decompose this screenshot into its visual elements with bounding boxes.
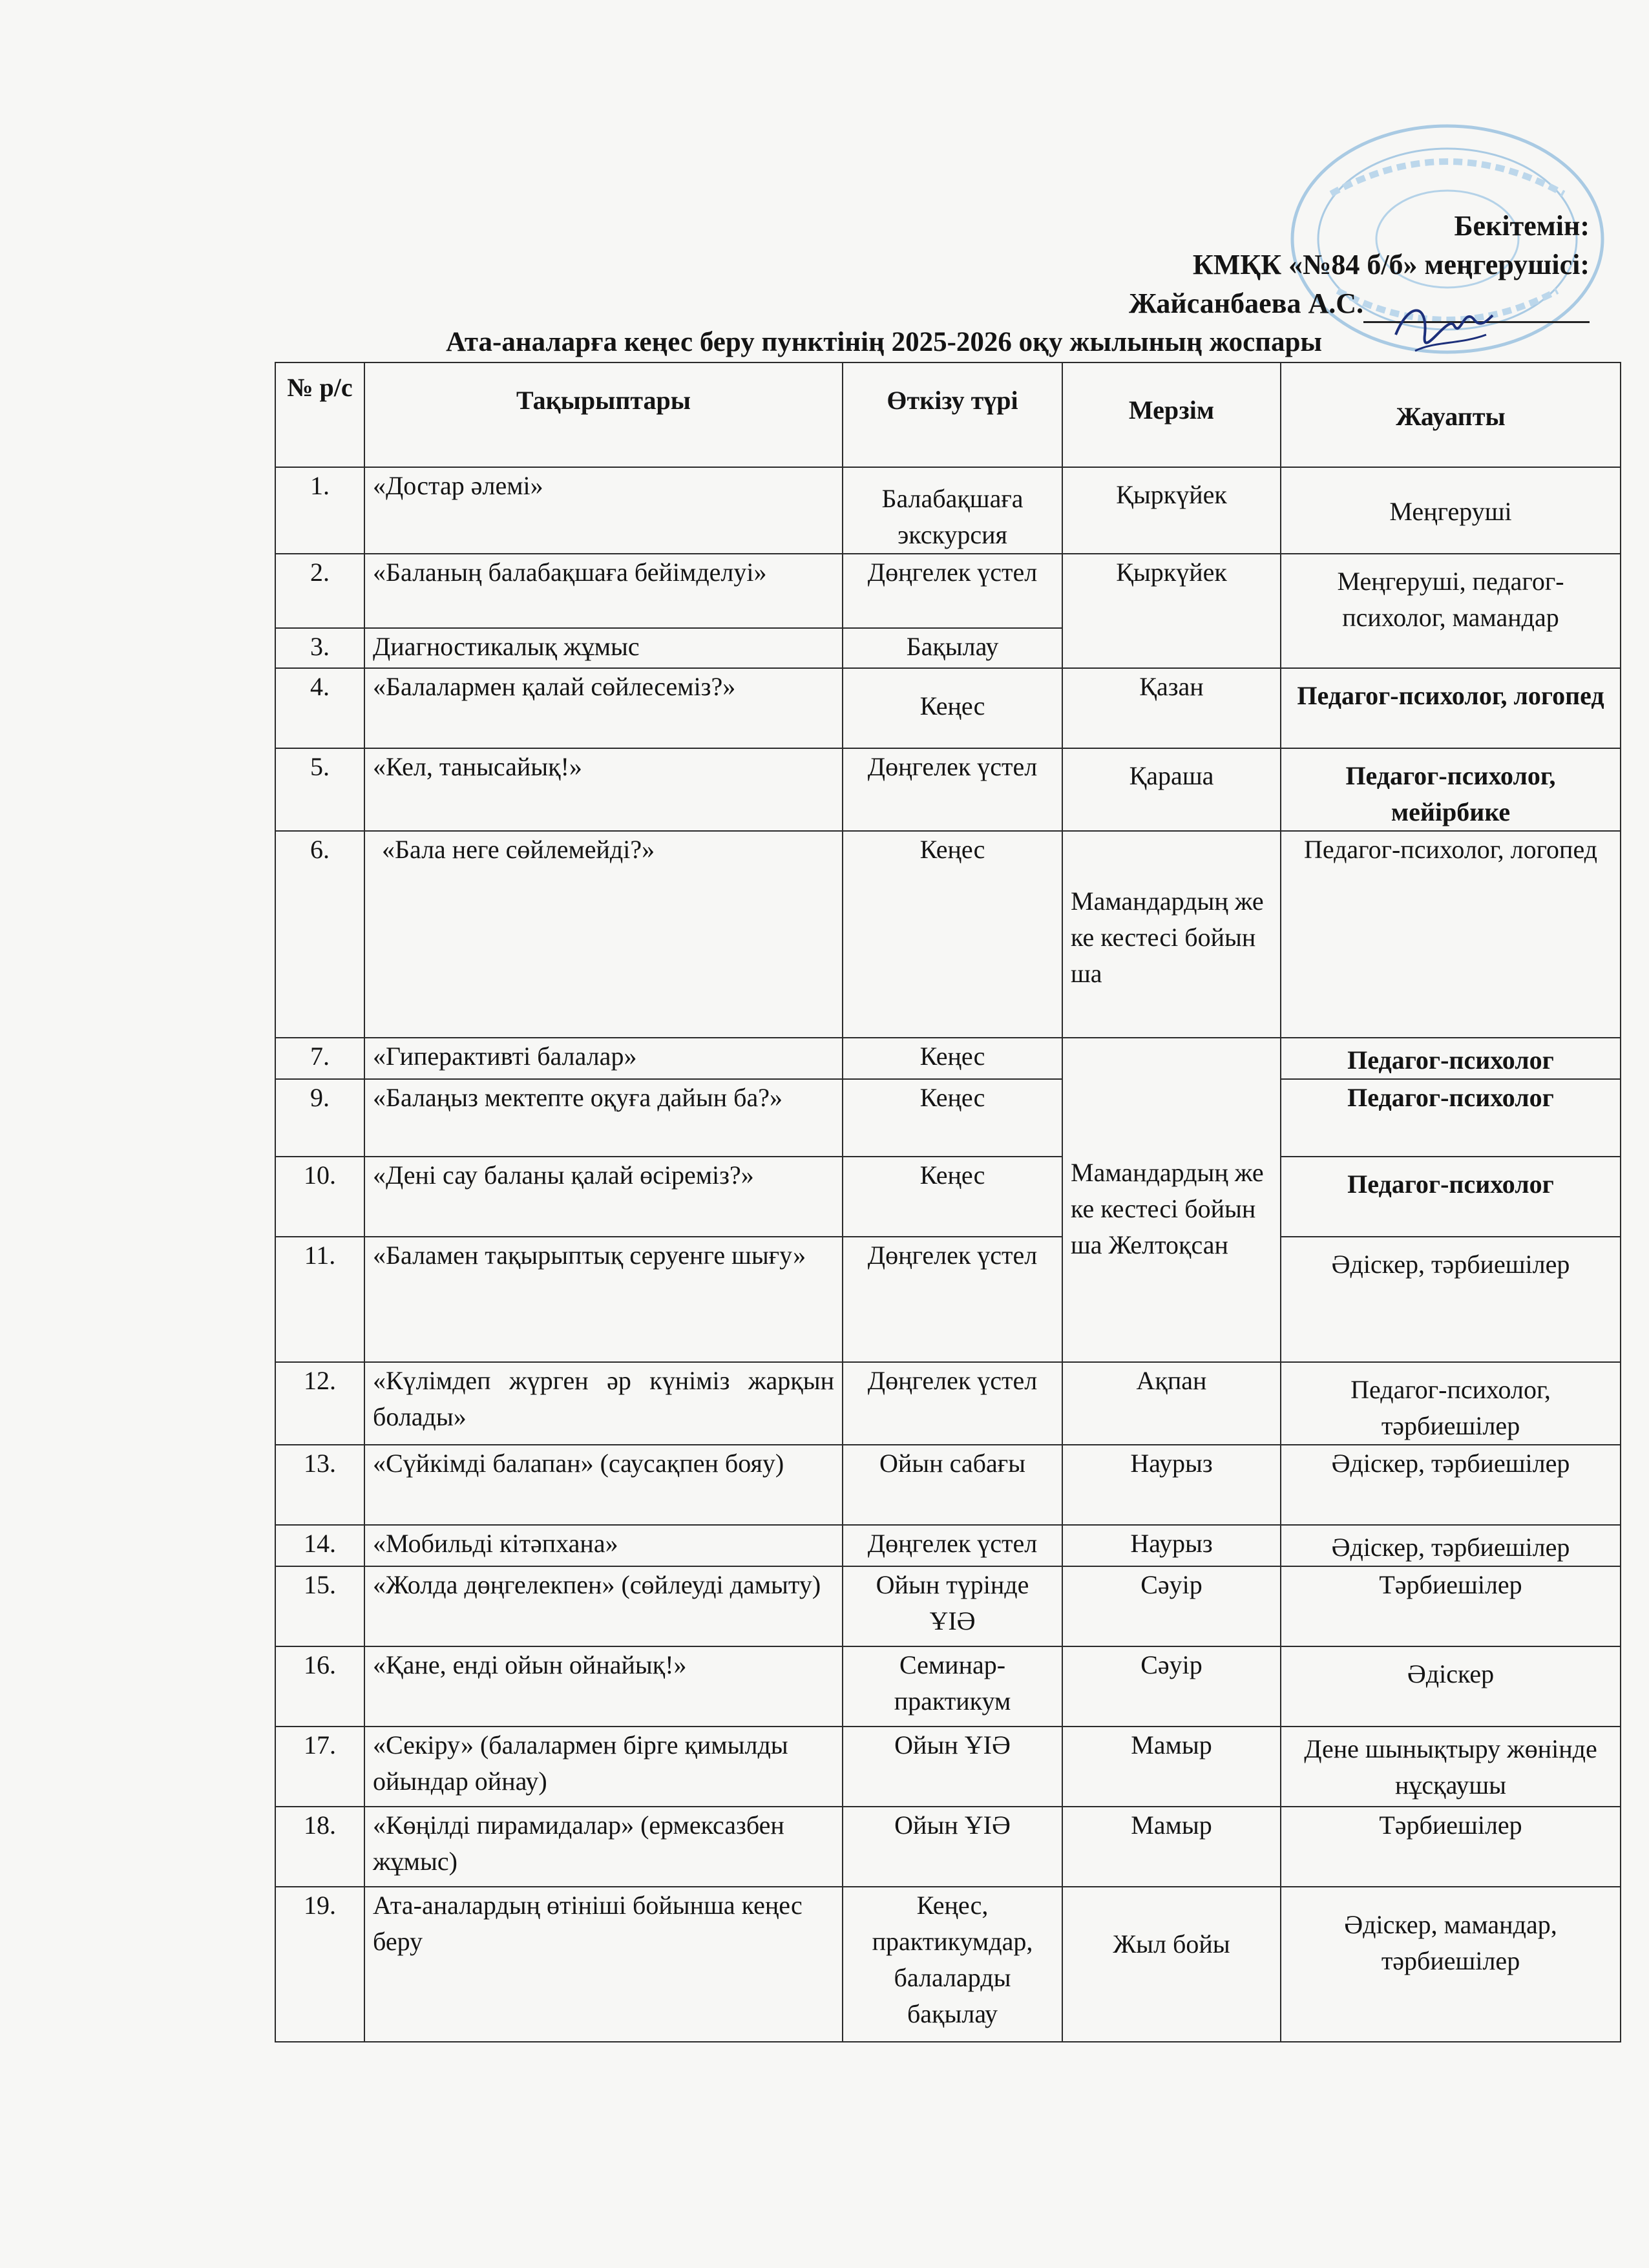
approval-line-2: КМҚК «№84 б/б» меңгерушісі: — [1192, 249, 1590, 280]
row-date: Қазан — [1062, 668, 1281, 748]
row-date: Мамыр — [1062, 1727, 1281, 1807]
row-responsible: Меңгеруші, педагог-психолог, мамандар — [1281, 554, 1621, 668]
row-responsible: Педагог-психолог, логопед — [1281, 668, 1621, 748]
row-form: Бақылау — [843, 628, 1062, 668]
table-row — [275, 1646, 1621, 1727]
table-row — [275, 1566, 1621, 1646]
row-responsible: Тәрбиешілер — [1281, 1807, 1621, 1887]
row-number: 6. — [275, 831, 364, 1038]
table-row — [275, 1887, 1621, 2042]
row-responsible: Әдіскер, мамандар, тәрбиешілер — [1281, 1887, 1621, 2042]
row-date: Наурыз — [1062, 1445, 1281, 1525]
table-row — [275, 1362, 1621, 1445]
row-number: 3. — [275, 628, 364, 668]
row-date: Мамандардың жеке кестесі бойынша — [1062, 831, 1281, 1038]
row-responsible: Педагог-психолог — [1281, 1038, 1621, 1079]
row-number: 9. — [275, 1079, 364, 1157]
row-form: Кеңес — [843, 668, 1062, 748]
table-row — [275, 1157, 1621, 1237]
signature — [1389, 289, 1499, 367]
row-responsible: Әдіскер — [1281, 1646, 1621, 1727]
row-form: Семинар-практикум — [843, 1646, 1062, 1727]
row-topic: «Балалармен қалай сөйлесеміз?» — [364, 668, 843, 748]
row-topic: «Баланың балабақшаға бейімделуі» — [364, 554, 843, 628]
row-number: 16. — [275, 1646, 364, 1727]
row-topic: «Балаңыз мектепте оқуға дайын ба?» — [364, 1079, 843, 1157]
row-date: Қараша — [1062, 748, 1281, 831]
row-date: Сәуір — [1062, 1646, 1281, 1727]
row-number: 12. — [275, 1362, 364, 1445]
row-date: Қыркүйек — [1062, 554, 1281, 668]
row-form: Кеңес, практикумдар, балаларды бақылау — [843, 1887, 1062, 2042]
row-form: Дөңгелек үстел — [843, 1237, 1062, 1362]
row-form: Кеңес — [843, 1079, 1062, 1157]
row-topic: «Кел, танысайық!» — [364, 748, 843, 831]
row-responsible: Тәрбиешілер — [1281, 1566, 1621, 1646]
row-number: 14. — [275, 1525, 364, 1566]
row-number: 18. — [275, 1807, 364, 1887]
row-topic: Диагностикалық жұмыс — [364, 628, 843, 668]
row-date: Ақпан — [1062, 1362, 1281, 1445]
row-number: 5. — [275, 748, 364, 831]
row-topic: «Баламен тақырыптық серуенге шығу» — [364, 1237, 843, 1362]
row-form: Ойын түрінде ҰІӘ — [843, 1566, 1062, 1646]
table-row — [275, 554, 1621, 628]
row-responsible: Педагог-психолог, мейірбике — [1281, 748, 1621, 831]
row-responsible: Педагог-психолог — [1281, 1079, 1621, 1157]
table-row — [275, 668, 1621, 748]
row-form: Ойын сабағы — [843, 1445, 1062, 1525]
table-row — [275, 831, 1621, 1038]
header-date: Мерзім — [1062, 362, 1281, 467]
header-responsible: Жауапты — [1281, 362, 1621, 467]
table-row — [275, 748, 1621, 831]
row-responsible: Педагог-психолог, логопед — [1281, 831, 1621, 1038]
table-row — [275, 1525, 1621, 1566]
header-form: Өткізу түрі — [843, 362, 1062, 467]
approval-line-3 — [1129, 284, 1590, 323]
row-responsible: Меңгеруші — [1281, 467, 1621, 554]
row-date: Мамыр — [1062, 1807, 1281, 1887]
row-topic: Ата-аналардың өтініші бойынша кеңес беру — [364, 1887, 843, 2042]
row-number: 15. — [275, 1566, 364, 1646]
row-topic: «Күлімдеп жүрген әр күніміз жарқын болады» — [364, 1362, 843, 1445]
row-form: Дөңгелек үстел — [843, 554, 1062, 628]
row-topic: «Қане, енді ойын ойнайық!» — [364, 1646, 843, 1727]
row-number: 19. — [275, 1887, 364, 2042]
row-number: 7. — [275, 1038, 364, 1079]
table-row — [275, 467, 1621, 554]
row-responsible: Педагог-психолог, тәрбиешілер — [1281, 1362, 1621, 1445]
row-form: Дөңгелек үстел — [843, 1525, 1062, 1566]
row-date: Сәуір — [1062, 1566, 1281, 1646]
row-form: Ойын ҰІӘ — [843, 1807, 1062, 1887]
row-form: Ойын ҰІӘ — [843, 1727, 1062, 1807]
row-form: Кеңес — [843, 831, 1062, 1038]
table-row — [275, 1727, 1621, 1807]
plan-table — [275, 362, 1621, 2042]
row-topic: «Бала неге сөйлемейді?» — [364, 831, 843, 1038]
row-responsible: Әдіскер, тәрбиешілер — [1281, 1445, 1621, 1525]
table-header-row — [275, 362, 1621, 467]
row-number: 4. — [275, 668, 364, 748]
row-topic: «Жолда дөңгелекпен» (сөйлеуді дамыту) — [364, 1566, 843, 1646]
row-number: 17. — [275, 1727, 364, 1807]
table-row — [275, 1445, 1621, 1525]
table-row — [275, 1237, 1621, 1362]
row-topic: «Мобильді кітәпхана» — [364, 1525, 843, 1566]
header-topic: Тақырыптары — [364, 362, 843, 467]
row-topic: «Секіру» (балалармен бірге қимылды ойындар ойнау) — [364, 1727, 843, 1807]
row-topic: «Гиперактивті балалар» — [364, 1038, 843, 1079]
row-topic: «Дені сау баланы қалай өсіреміз?» — [364, 1157, 843, 1237]
row-number: 1. — [275, 467, 364, 554]
row-responsible: Педагог-психолог — [1281, 1157, 1621, 1237]
row-form: Кеңес — [843, 1157, 1062, 1237]
header-number: № р/с — [275, 362, 364, 467]
row-date: Жыл бойы — [1062, 1887, 1281, 2042]
row-date: Мамандардың жеке кестесі бойынша Желтоқсан — [1062, 1038, 1281, 1362]
table-row — [275, 1038, 1621, 1079]
row-form: Дөңгелек үстел — [843, 748, 1062, 831]
approval-line-1: Бекітемін: — [1454, 210, 1590, 242]
row-topic: «Көңілді пирамидалар» (ермексазбен жұмыс) — [364, 1807, 843, 1887]
table-row — [275, 1807, 1621, 1887]
row-number: 13. — [275, 1445, 364, 1525]
row-topic: «Достар әлемі» — [364, 467, 843, 554]
approval-block — [1129, 207, 1590, 323]
approver-name: Жайсанбаева А.С. — [1128, 288, 1363, 319]
row-number: 10. — [275, 1157, 364, 1237]
row-topic: «Сүйкімді балапан» (саусақпен бояу) — [364, 1445, 843, 1525]
row-number: 2. — [275, 554, 364, 628]
row-date: Қыркүйек — [1062, 467, 1281, 554]
row-number: 11. — [275, 1237, 364, 1362]
row-responsible: Дене шынықтыру жөнінде нұсқаушы — [1281, 1727, 1621, 1807]
row-date: Наурыз — [1062, 1525, 1281, 1566]
row-responsible: Әдіскер, тәрбиешілер — [1281, 1237, 1621, 1362]
row-responsible: Әдіскер, тәрбиешілер — [1281, 1525, 1621, 1566]
row-form: Балабақшаға экскурсия — [843, 467, 1062, 554]
table-row — [275, 1079, 1621, 1157]
row-form: Дөңгелек үстел — [843, 1362, 1062, 1445]
row-form: Кеңес — [843, 1038, 1062, 1079]
document-title: Ата-аналарға кеңес беру пунктінің 2025-2026 оқу жылының жоспары — [446, 327, 1322, 357]
